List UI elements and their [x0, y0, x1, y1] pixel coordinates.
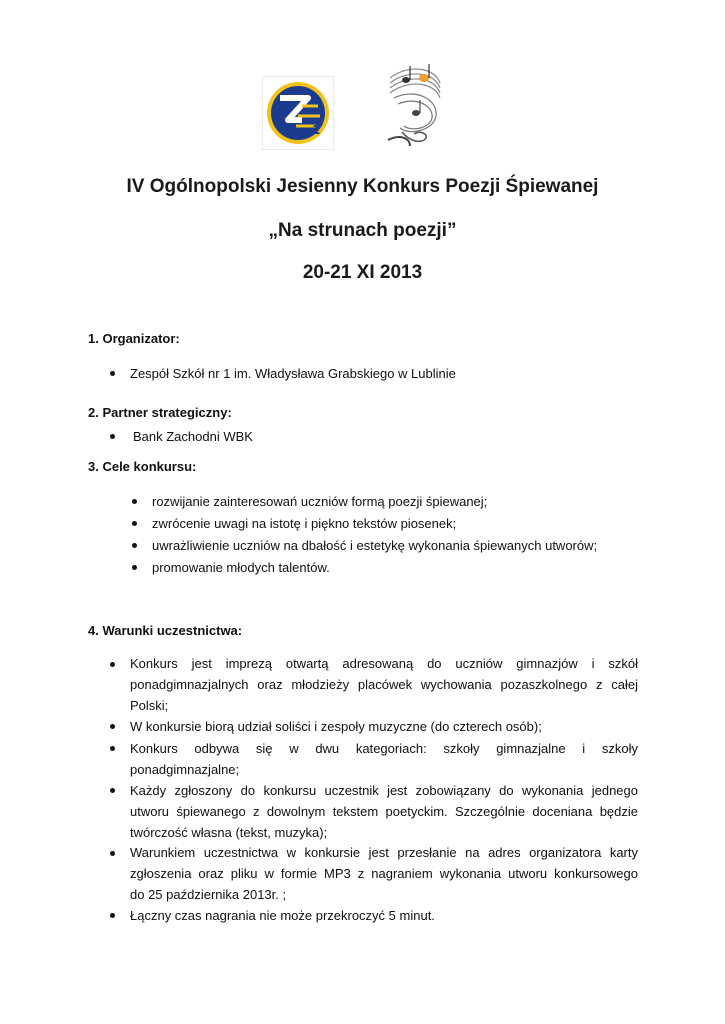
bullet-icon	[110, 434, 115, 439]
conditions-line: Łączny czas nagrania nie może przekroczyć 5 minut.	[130, 908, 435, 923]
bullet-icon	[110, 662, 115, 667]
bullet-icon	[110, 746, 115, 751]
zs1-school-logo-icon	[262, 76, 334, 150]
conditions-line: Polski;	[130, 698, 169, 713]
conditions-item	[130, 905, 638, 926]
bullet-icon	[132, 499, 137, 504]
bullet-icon	[132, 521, 137, 526]
goals-item: uwrażliwienie uczniów na dbałość i estetykę wykonania śpiewanych utworów;	[152, 538, 598, 553]
contest-date: 20-21 XI 2013	[302, 262, 423, 283]
conditions-line: ponadgimnazjalne;	[130, 762, 240, 777]
conditions-line: utworu śpiewanego z dowolnym tekstem poetyckim. Szczególnie doceniana będzie	[130, 804, 638, 819]
conditions-line: twórczość własna (tekst, muzyka);	[130, 825, 328, 840]
partner-item: Bank Zachodni WBK	[133, 429, 253, 444]
bullet-icon	[110, 913, 115, 918]
bullet-icon	[110, 724, 115, 729]
conditions-line: zgłoszenia oraz pliku w formie MP3 z nagraniem wykonania utworu konkursowego	[130, 866, 638, 881]
music-notes-logo-icon	[380, 58, 452, 150]
conditions-line: do 25 października 2013r. ;	[130, 887, 287, 902]
conditions-line: W konkursie biorą udział soliści i zespoły muzyczne (do czterech osób);	[130, 719, 542, 734]
bullet-icon	[110, 788, 115, 793]
conditions-item	[130, 738, 638, 780]
section-partner-heading: 2. Partner strategiczny:	[88, 405, 232, 420]
conditions-item	[130, 780, 638, 843]
bullet-icon	[132, 543, 137, 548]
goals-item: rozwijanie zainteresowań uczniów formą poezji śpiewanej;	[152, 494, 488, 509]
svg-text:1: 1	[312, 123, 321, 137]
section-organizer-heading: 1. Organizator:	[88, 331, 180, 346]
contest-subtitle: „Na strunach poezji”	[268, 220, 457, 241]
conditions-item	[130, 842, 638, 905]
section-conditions-heading: 4. Warunki uczestnictwa:	[88, 623, 243, 638]
conditions-line: ponadgimnazjalnych oraz młodzieży placówek wychowania pozaszkolnego z całej	[130, 677, 638, 692]
goals-item: promowanie młodych talentów.	[152, 560, 330, 575]
conditions-line: Każdy zgłoszony do konkursu uczestnik jest zobowiązany do wykonania jednego	[130, 783, 638, 798]
contest-title: IV Ogólnopolski Jesienny Konkurs Poezji Śpiewanej	[126, 176, 599, 197]
conditions-line: Warunkiem uczestnictwa w konkursie jest przesłanie na adres organizatora karty	[130, 845, 638, 860]
logos-row	[0, 58, 725, 158]
conditions-line: Konkurs odbywa się w dwu kategoriach: szkoły gimnazjalne i szkoły	[130, 741, 638, 756]
section-goals-heading: 3. Cele konkursu:	[88, 459, 197, 474]
organizer-item: Zespół Szkół nr 1 im. Władysława Grabskiego w Lublinie	[130, 366, 456, 381]
bullet-icon	[110, 851, 115, 856]
bullet-icon	[110, 371, 115, 376]
conditions-item	[130, 653, 638, 716]
conditions-item	[130, 716, 638, 737]
goals-item: zwrócenie uwagi na istotę i piękno tekstów piosenek;	[152, 516, 457, 531]
conditions-line: Konkurs jest imprezą otwartą adresowaną do uczniów gimnazjów i szkół	[130, 656, 638, 671]
bullet-icon	[132, 565, 137, 570]
